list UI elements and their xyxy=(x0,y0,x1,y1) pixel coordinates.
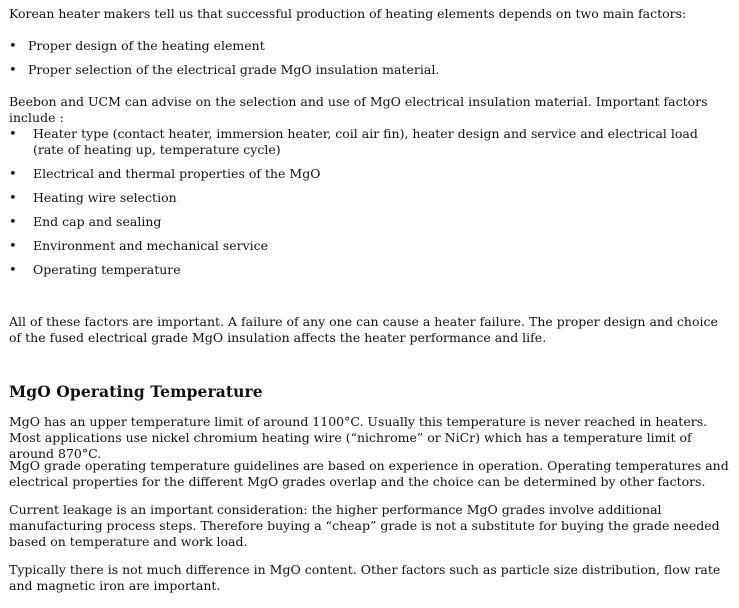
body-paragraph: MgO grade operating temperature guidelines are based on experience in operation. Operating temperatures and electrical properties for the different MgO grades overlap and the choice can be determined by other factors. xyxy=(9,458,729,489)
advise-paragraph: Beebon and UCM can advise on the selection and use of MgO electrical insulation material. Important factors include : xyxy=(9,94,708,125)
bullet-icon xyxy=(9,190,23,207)
bullet-icon xyxy=(9,38,23,55)
bullet-icon xyxy=(9,238,23,255)
intro-paragraph: Korean heater makers tell us that successful production of heating elements depends on two main factors: xyxy=(9,6,687,21)
bullet-icon xyxy=(9,262,23,279)
body-paragraph: Typically there is not much difference in MgO content. Other factors such as particle size distribution, flow rate and magnetic iron are important. xyxy=(9,562,721,593)
section-heading: MgO Operating Temperature xyxy=(9,382,263,401)
bullet-icon xyxy=(9,166,23,183)
bullet-icon xyxy=(9,214,23,231)
document-page: Korean heater makers tell us that successful production of heating elements depends on two main factors: • Proper design of the heating element • Proper selection of the electrical grade MgO insulation material. Beebon and UCM can advise on the selection and use of MgO electrical insulation material. Important factors include : • Heater type (contact heater, immersion heater, coil air fin), heater design and service and electrical load (rate of heating up, temperature cycle) • Electrical and thermal properties of the MgO • Heating wire selection • End cap and sealing • Environment and mechanical service • Operating temperature All of these factors are important. A failure of any one can cause a heater failure. The proper design and choice of the fused electrical grade MgO insulation affects the heater performance and life. MgO Operating Temperature MgO has an upper temperature limit of around 1100°C. Usually this temperature is never reached in heaters. Most applications use nickel chromium heating wire (“nichrome” or NiCr) which has a temperature limit of around 870°C. MgO grade operating temperature guidelines are based on experience in operation. Operating temperatures and electrical properties for the different MgO grades overlap and the choice can be determined by other factors. Current leakage is an important consideration: the higher performance MgO grades involve additional manufacturing process steps. Therefore buying a “cheap” grade is not a substitute for buying the grade needed based on temperature and work load. Typically there is not much difference in MgO content. Other factors such as particle size distribution, flow rate and magnetic iron are important. xyxy=(0,0,739,608)
body-paragraph: Current leakage is an important consideration: the higher performance MgO grades involve additional manufacturing process steps. Therefore buying a “cheap” grade is not a substitute for buying the grade needed based on temperature and work load. xyxy=(9,502,720,549)
bullet-icon xyxy=(9,62,23,79)
bullet-icon xyxy=(9,126,23,143)
factors-summary-paragraph: All of these factors are important. A failure of any one can cause a heater failure. The proper design and choice of the fused electrical grade MgO insulation affects the heater performance and life. xyxy=(9,314,718,345)
body-paragraph: MgO has an upper temperature limit of around 1100°C. Usually this temperature is never reached in heaters. Most applications use nickel chromium heating wire (“nichrome” or NiCr) which has a temperature limit of around 870°C. xyxy=(9,414,708,461)
